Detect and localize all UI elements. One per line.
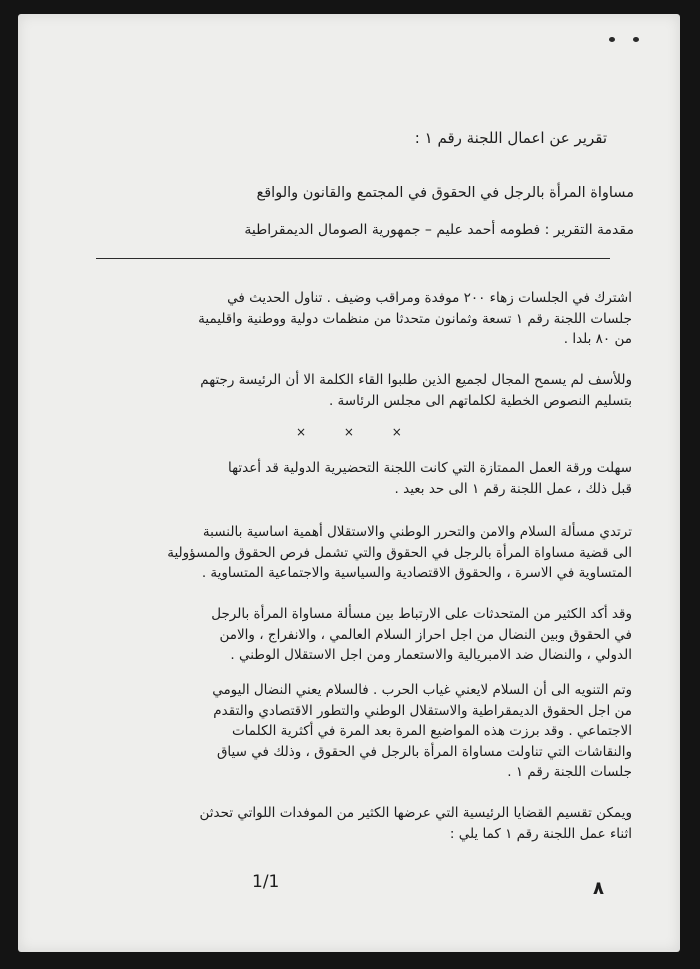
paragraph-line: اثناء عمل اللجنة رقم ١ كما يلي : [449,825,632,842]
paragraph-1 [122,288,632,350]
paragraph-line: من اجل الحقوق الديمقراطية والاستقلال الوطني والتطور الاقتصادي والتقدم [213,702,632,719]
paragraph-line: من ٨٠ بلدا . [563,331,632,347]
paragraph-line: جلسات اللجنة رقم ١ تسعة وثمانون متحدثا من منظمات دولية ووطنية واقليمية [198,310,632,327]
paragraph-5 [122,604,632,666]
paragraph-line: الدولي ، والنضال ضد الامبريالية والاستعمار ومن اجل الاستقلال الوطني . [230,647,632,663]
paragraph-6 [122,680,632,783]
page-label: 1/1 [252,872,280,892]
report-title: مساواة المرأة بالرجل في الحقوق في المجتمع والقانون والواقع [256,185,634,201]
header-divider [96,258,610,259]
paragraph-line: جلسات اللجنة رقم ١ . [507,764,632,780]
paragraph-line: في الحقوق وبين النضال من اجل احراز السلام العالمي ، والانفراج ، والامن [219,626,632,643]
paragraph-2 [122,370,632,411]
paragraph-line: ترتدي مسألة السلام والامن والتحرر الوطني والاستقلال أهمية اساسية بالنسبة [202,524,632,540]
paragraph-7 [122,803,632,844]
paragraph-line: والنقاشات التي تناولت مساواة المرأة بالرجل في الحقوق ، وذلك في سياق [216,743,632,760]
paragraph-line: قبل ذلك ، عمل اللجنة رقم ١ الى حد بعيد . [394,480,632,497]
paragraph-line: المتساوية في الاسرة ، والحقوق الاقتصادية والسياسية والاجتماعية المتساوية . [201,565,632,581]
paragraph-line: الى قضية مساواة المرأة بالرجل في الحقوق والتي تشمل فرص الحقوق والمسؤولية [167,544,632,561]
punch-hole [633,37,639,42]
paragraph-line: الاجتماعي . وقد برزت هذه المواضيع المرة بعد المرة في أكثرية الكلمات [231,723,632,739]
paragraph-line: بتسليم النصوص الخطية لكلماتهم الى مجلس الرئاسة . [328,392,632,409]
paragraph-line: اشترك في الجلسات زهاء ٢٠٠ موفدة ومراقب وضيف . تناول الحديث في [227,290,632,306]
paragraph-line: وللأسف لم يسمح المجال لجميع الذين طلبوا القاء الكلمة الا أن الرئيسة رجتهم [200,372,632,388]
paragraph-4 [122,522,632,584]
paragraph-line: سهلت ورقة العمل الممتازة التي كانت اللجنة التحضيرية الدولية قد أعدتها [228,460,632,476]
report-presenter: مقدمة التقرير : فطومه أحمد عليم – جمهورية الصومال الديمقراطية [244,222,634,238]
corner-page-number: ٨ [593,878,604,899]
section-separator: × × × [296,425,402,439]
paragraph-line: ويمكن تقسيم القضايا الرئيسية التي عرضها الكثير من الموفدات اللواتي تحدثن [199,805,632,821]
paragraph-line: وتم التنويه الى أن السلام لايعني غياب الحرب . فالسلام يعني النضال اليومي [212,682,632,698]
paragraph-line: وقد أكد الكثير من المتحدثات على الارتباط بين مسألة مساواة المرأة بالرجل [211,606,632,622]
punch-hole [609,37,615,42]
paragraph-3 [122,458,632,499]
report-heading: تقرير عن اعمال اللجنة رقم ١ : [414,129,607,147]
